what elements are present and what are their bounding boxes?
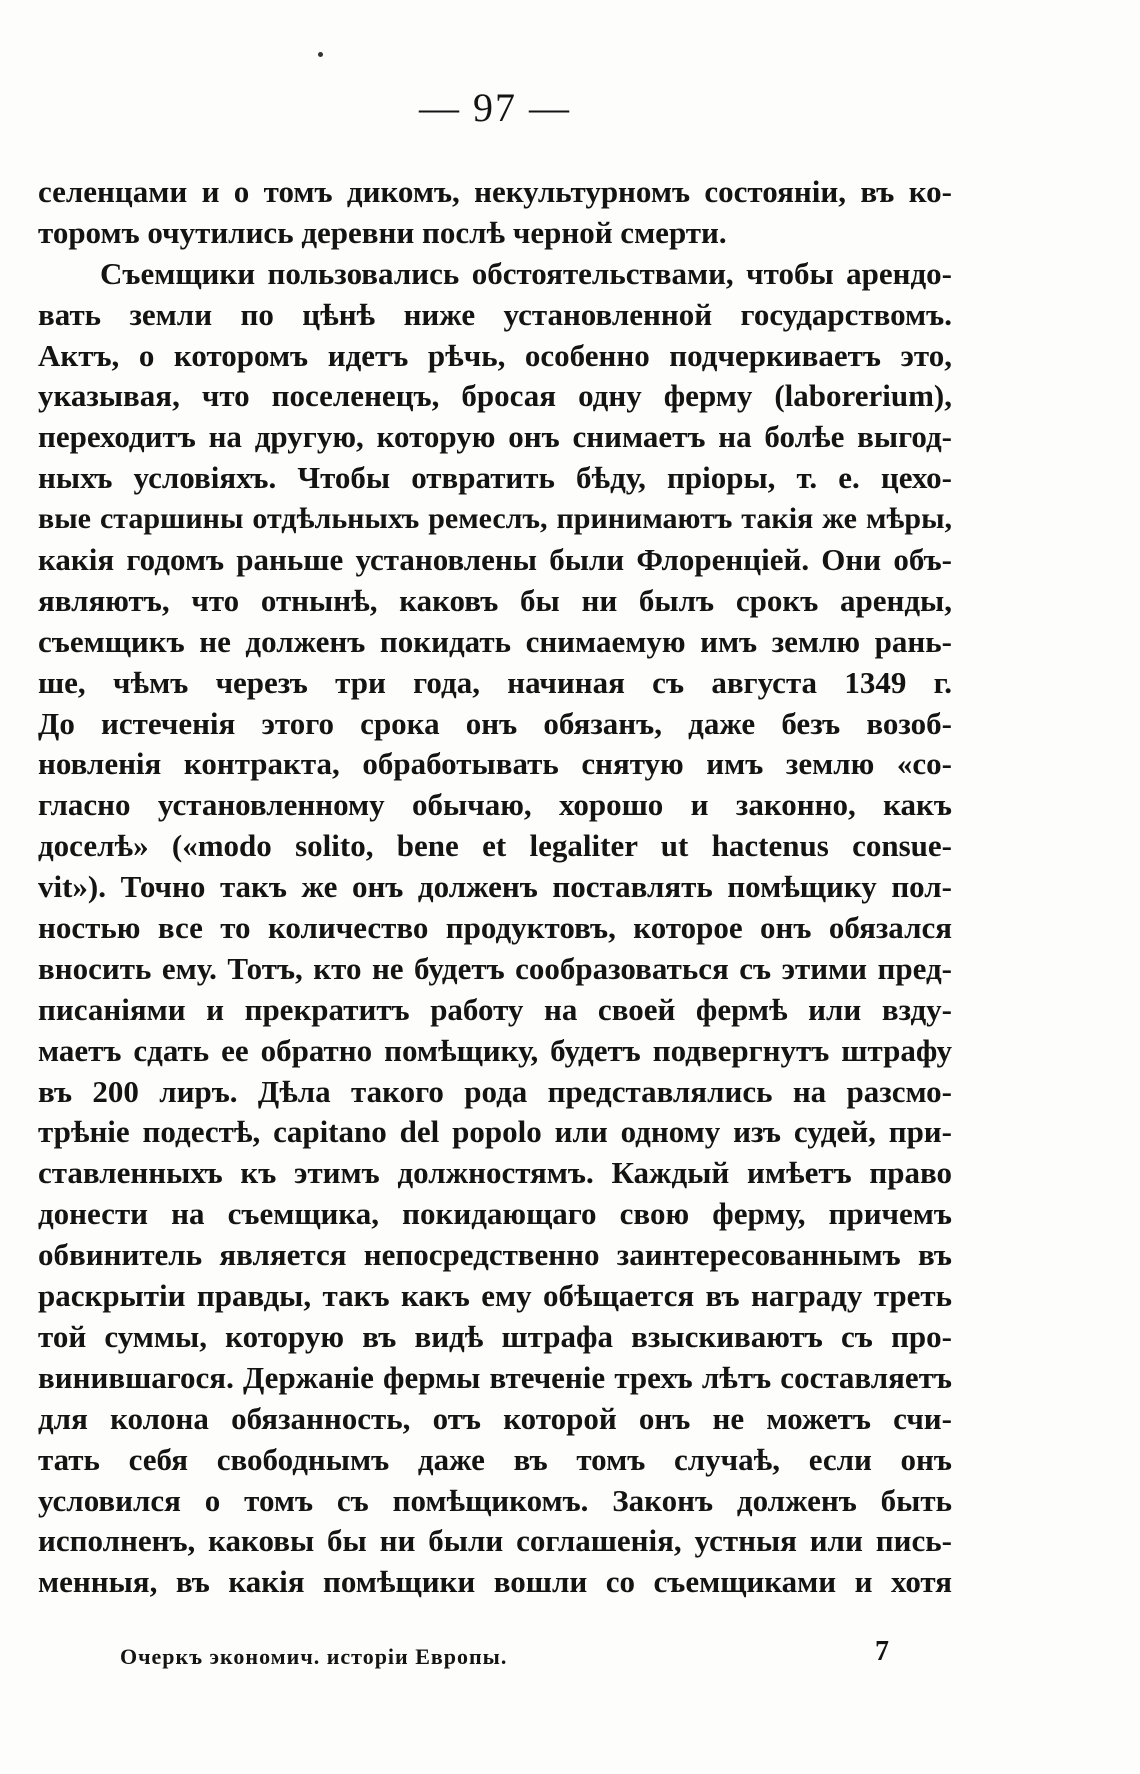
text-line: той суммы, которую въ видѣ штрафа взыскиваютъ съ про- [38, 1318, 952, 1354]
text-line: въ 200 лиръ. Дѣла такого рода представлялись на разсмо- [38, 1073, 952, 1109]
print-speck [318, 52, 323, 57]
text-line: селенцами и о томъ дикомъ, некультурномъ состояніи, въ ко- [38, 174, 952, 209]
text-line: являютъ, что отнынѣ, каковъ бы ни былъ срокъ аренды, [38, 582, 952, 618]
text-line: съемщикъ не долженъ покидать снимаемую имъ землю рань- [38, 623, 952, 659]
text-line: vit»). Точно такъ же онъ долженъ поставлять помѣщику пол- [38, 869, 952, 905]
text-line: торомъ очутились деревни послѣ черной смерти. [38, 214, 727, 250]
text-line: донести на съемщика, покидающаго свою ферму, причемъ [38, 1196, 952, 1232]
text-line: раскрытіи правды, такъ какъ ему обѣщается въ награду треть [38, 1278, 952, 1314]
text-line: обвинитель является непосредственно заинтересованнымъ въ [38, 1237, 952, 1273]
text-line: винившагося. Держаніе фермы втеченіе трехъ лѣтъ составляетъ [38, 1359, 952, 1395]
signature-mark: 7 [875, 1636, 890, 1667]
text-line: маетъ сдать ее обратно помѣщику, будетъ подвергнутъ штрафу [38, 1032, 952, 1068]
text-line: гласно установленному обычаю, хорошо и законно, какъ [38, 787, 952, 823]
text-line: вать земли по цѣнѣ ниже установленной государствомъ. [38, 296, 952, 332]
text-line: доселѣ» («modo solito, bene et legaliter ut hactenus consue- [38, 828, 952, 864]
text-line: вносить ему. Тотъ, кто не будетъ сообразоваться съ этими пред- [38, 950, 952, 986]
page-footer [120, 1636, 890, 1676]
text-line: трѣніе подестѣ, capitano del popolo или одному изъ судей, при- [38, 1114, 952, 1150]
body-text [38, 172, 952, 1603]
text-line: переходитъ на другую, которую онъ снимаетъ на болѣе выгод- [38, 419, 952, 455]
text-line: Актъ, о которомъ идетъ рѣчь, особенно подчеркиваетъ это, [38, 337, 952, 373]
text-line: новленія контракта, обработывать снятую имъ землю «со- [38, 746, 952, 782]
text-line: вые старшины отдѣльныхъ ремеслъ, принимаютъ такія же мѣры, [38, 502, 952, 536]
text-line: ностью все то количество продуктовъ, которое онъ обязался [38, 910, 952, 946]
text-line: для колона обязанность, отъ которой онъ не можетъ счи- [38, 1400, 952, 1436]
text-line: ныхъ условіяхъ. Чтобы отвратить бѣду, пріоры, т. е. цехо- [38, 460, 952, 496]
text-line: До истеченія этого срока онъ обязанъ, даже безъ возоб- [38, 705, 952, 741]
text-line: Съемщики пользовались обстоятельствами, чтобы арендо- [100, 255, 952, 291]
text-line: ше, чѣмъ черезъ три года, начиная съ августа 1349 г. [38, 664, 952, 700]
text-line: какія годомъ раньше установлены были Флоренціей. Они объ- [38, 542, 952, 578]
text-line: тать себя свободнымъ даже въ томъ случаѣ, если онъ [38, 1441, 952, 1477]
text-line: ставленныхъ къ этимъ должностямъ. Каждый имѣетъ право [38, 1155, 952, 1191]
page-number: — 97 — [419, 85, 571, 130]
text-line: менныя, въ какія помѣщики вошли со съемщиками и хотя [38, 1564, 952, 1600]
text-line: писаніями и прекратитъ работу на своей фермѣ или взду- [38, 991, 952, 1027]
text-line: исполненъ, каковы бы ни были соглашенія, устныя или пись- [38, 1523, 952, 1559]
running-title: Очеркъ экономич. исторіи Европы. [120, 1644, 508, 1669]
text-line: указывая, что поселенецъ, бросая одну ферму (laborerium), [38, 378, 952, 414]
text-line: условился о томъ съ помѣщикомъ. Законъ долженъ быть [38, 1482, 952, 1518]
